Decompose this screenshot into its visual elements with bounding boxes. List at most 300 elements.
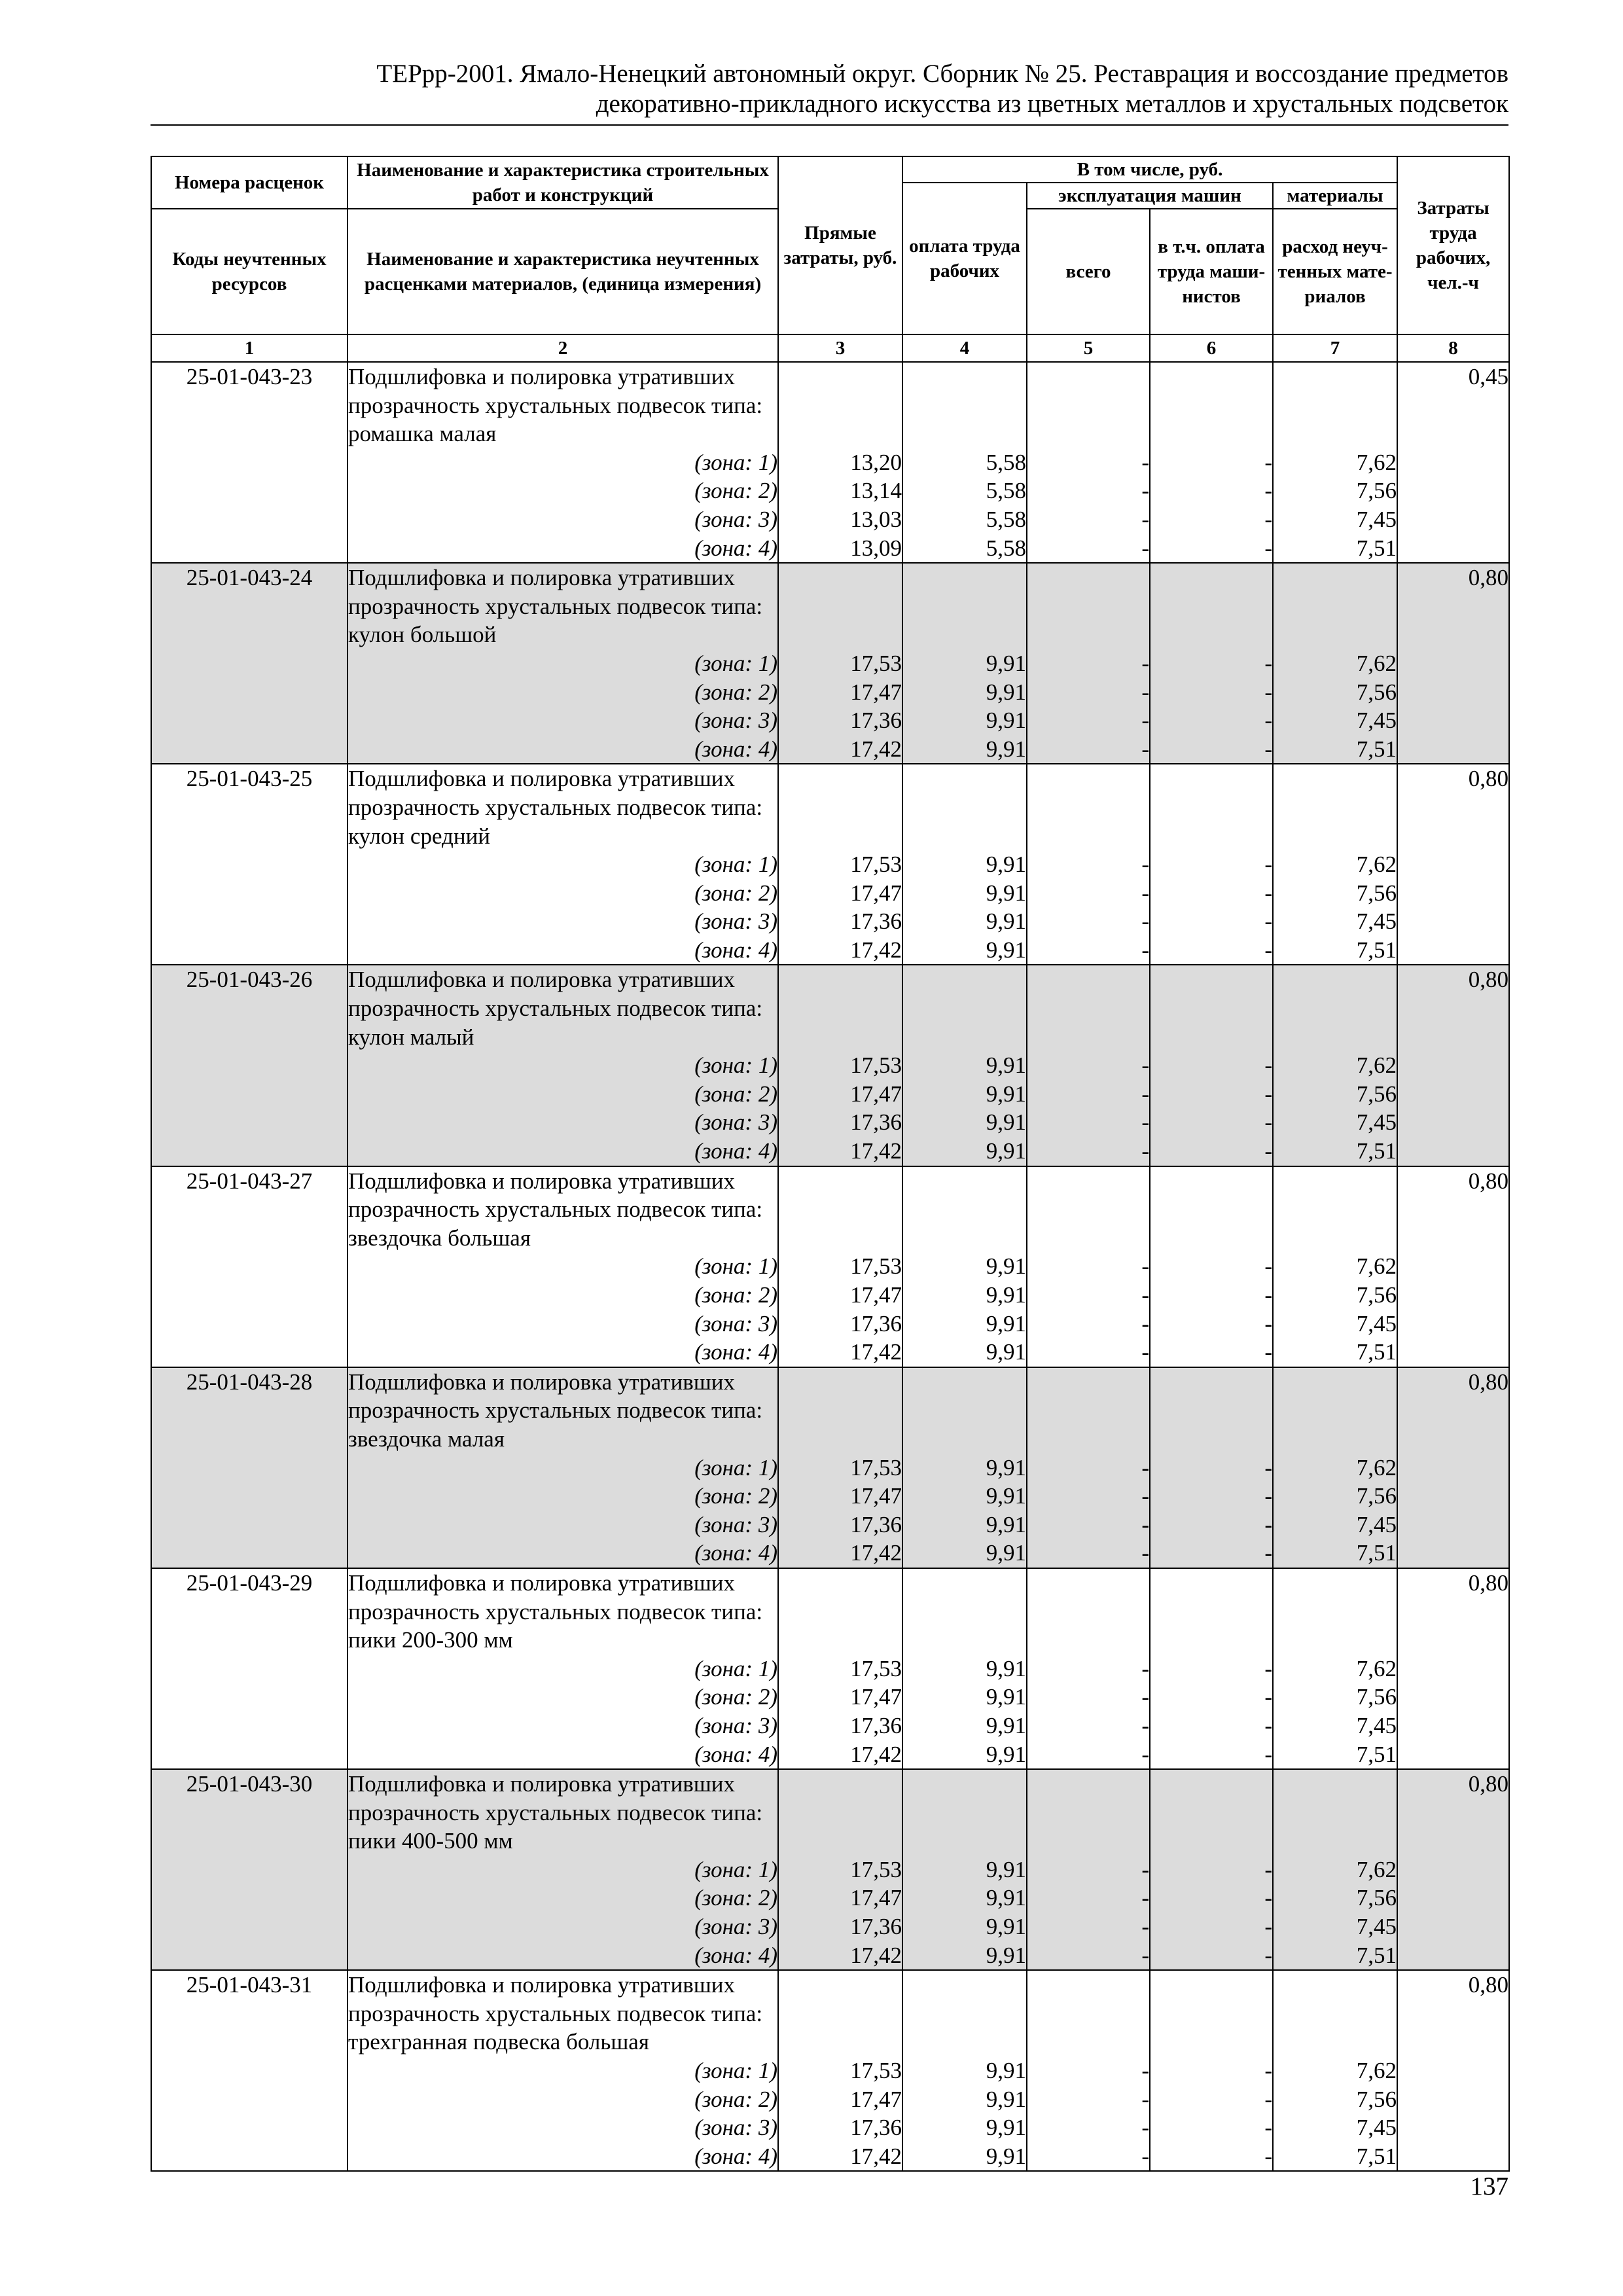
rate-name-cell xyxy=(348,965,778,1166)
spacer xyxy=(903,994,1026,1023)
direct-costs: 17,42 xyxy=(850,937,902,963)
machine-total: - xyxy=(1141,937,1149,963)
col-head-including: В том числе, руб. xyxy=(902,156,1397,183)
direct-costs: 17,42 xyxy=(850,1138,902,1164)
running-header xyxy=(151,59,1508,119)
direct-costs-cell xyxy=(778,1769,902,1970)
direct-costs: 17,36 xyxy=(850,1109,902,1136)
spacer xyxy=(779,1396,902,1425)
direct-costs: 17,47 xyxy=(850,1684,902,1710)
spacer xyxy=(1274,391,1397,420)
rate-row xyxy=(151,563,1509,764)
spacer xyxy=(1150,1569,1272,1598)
spacer xyxy=(1150,391,1272,420)
materials-cost: 7,51 xyxy=(1356,1540,1397,1566)
rate-code: 25-01-043-27 xyxy=(151,1166,348,1367)
spacer xyxy=(903,1569,1026,1598)
spacer xyxy=(1150,2028,1272,2056)
zone-label: (зона: 4) xyxy=(694,1339,777,1365)
labor-cost: 0,80 xyxy=(1397,764,1509,965)
spacer xyxy=(1274,1023,1397,1052)
direct-costs: 17,53 xyxy=(850,852,902,878)
spacer xyxy=(1150,620,1272,649)
worker-pay: 5,58 xyxy=(986,535,1026,561)
machinist-pay: - xyxy=(1264,1712,1272,1738)
machine-total: - xyxy=(1141,1914,1149,1940)
col-number: 6 xyxy=(1150,334,1273,362)
rate-name-cell xyxy=(348,1769,778,1970)
zone-label: (зона: 3) xyxy=(694,506,777,532)
direct-costs: 17,47 xyxy=(850,1081,902,1107)
machine-total-cell xyxy=(1027,563,1150,764)
spacer xyxy=(1027,2000,1149,2028)
spacer xyxy=(1274,592,1397,621)
spacer xyxy=(903,363,1026,391)
zone-label: (зона: 1) xyxy=(694,1856,777,1882)
spacer xyxy=(1274,2028,1397,2056)
worker-pay: 9,91 xyxy=(986,1081,1026,1107)
spacer xyxy=(903,1195,1026,1224)
materials-cost: 7,62 xyxy=(1356,2058,1397,2084)
col-head-materials: материалы xyxy=(1273,183,1397,209)
spacer xyxy=(779,1971,902,2000)
worker-pay-cell xyxy=(902,1970,1027,2171)
machinist-pay: - xyxy=(1264,1483,1272,1509)
direct-costs: 17,53 xyxy=(850,1052,902,1079)
machinist-pay: - xyxy=(1264,1942,1272,1968)
worker-pay-cell xyxy=(902,362,1027,563)
machine-total: - xyxy=(1141,1885,1149,1911)
zone-label: (зона: 1) xyxy=(694,1253,777,1280)
spacer xyxy=(1274,1396,1397,1425)
spacer xyxy=(1027,1167,1149,1196)
materials-cost: 7,56 xyxy=(1356,2086,1397,2112)
spacer xyxy=(1150,793,1272,822)
spacer xyxy=(903,764,1026,793)
machinist-pay: - xyxy=(1264,1253,1272,1280)
machinist-pay: - xyxy=(1264,1339,1272,1365)
spacer xyxy=(1027,1023,1149,1052)
rate-name: Подшлифовка и полировка утративших прозрачность хрустальных подвесок типа: звездочка большая xyxy=(348,1168,763,1251)
header-line-2: декоративно-прикладного искусства из цветных металлов и хрустальных подсветок xyxy=(596,90,1508,118)
spacer xyxy=(1274,1195,1397,1224)
materials-cost-cell xyxy=(1273,1367,1397,1568)
materials-cost: 7,51 xyxy=(1356,736,1397,762)
machinist-pay: - xyxy=(1264,1052,1272,1079)
spacer xyxy=(1274,1770,1397,1799)
zone-label: (зона: 4) xyxy=(694,1540,777,1566)
machinist-pay: - xyxy=(1264,908,1272,935)
spacer xyxy=(1274,965,1397,994)
spacer xyxy=(1027,994,1149,1023)
direct-costs: 17,47 xyxy=(850,679,902,705)
worker-pay: 9,91 xyxy=(986,1914,1026,1940)
col-head-rate-numbers: Номера расценок xyxy=(151,156,348,209)
machinist-pay: - xyxy=(1264,1109,1272,1136)
rate-code: 25-01-043-29 xyxy=(151,1568,348,1769)
worker-pay: 9,91 xyxy=(986,1052,1026,1079)
machine-total: - xyxy=(1141,449,1149,475)
spacer xyxy=(1274,1224,1397,1253)
rate-name-cell xyxy=(348,362,778,563)
direct-costs: 17,36 xyxy=(850,908,902,935)
rate-row xyxy=(151,764,1509,965)
spacer xyxy=(1150,1626,1272,1655)
materials-cost: 7,45 xyxy=(1356,1712,1397,1738)
spacer xyxy=(1027,793,1149,822)
direct-costs: 13,03 xyxy=(850,506,902,532)
spacer xyxy=(1027,420,1149,448)
spacer xyxy=(1150,564,1272,592)
zone-label: (зона: 4) xyxy=(694,1138,777,1164)
direct-costs: 17,42 xyxy=(850,1540,902,1566)
direct-costs-cell xyxy=(778,1970,902,2171)
direct-costs: 17,53 xyxy=(850,1655,902,1681)
zone-label: (зона: 1) xyxy=(694,1052,777,1079)
machinist-pay: - xyxy=(1264,1741,1272,1767)
rate-name: Подшлифовка и полировка утративших прозрачность хрустальных подвесок типа: пики 200-300 мм xyxy=(348,1570,763,1653)
machine-total-cell xyxy=(1027,1367,1150,1568)
spacer xyxy=(1027,1598,1149,1626)
rate-code: 25-01-043-28 xyxy=(151,1367,348,1568)
machinist-pay-cell xyxy=(1150,1970,1273,2171)
worker-pay: 9,91 xyxy=(986,1655,1026,1681)
spacer xyxy=(1027,2028,1149,2056)
spacer xyxy=(1150,1195,1272,1224)
machine-total-cell xyxy=(1027,1166,1150,1367)
spacer xyxy=(1027,564,1149,592)
materials-cost: 7,51 xyxy=(1356,1339,1397,1365)
zone-label: (зона: 3) xyxy=(694,1511,777,1537)
rate-name: Подшлифовка и полировка утративших прозрачность хрустальных подвесок типа: кулон средний xyxy=(348,766,763,849)
materials-cost: 7,45 xyxy=(1356,2115,1397,2141)
machinist-pay-cell xyxy=(1150,563,1273,764)
worker-pay: 9,91 xyxy=(986,1741,1026,1767)
machine-total-cell xyxy=(1027,1568,1150,1769)
machine-total: - xyxy=(1141,1540,1149,1566)
spacer xyxy=(1274,1569,1397,1598)
col-number: 5 xyxy=(1027,334,1150,362)
direct-costs: 17,53 xyxy=(850,2058,902,2084)
materials-cost: 7,45 xyxy=(1356,1914,1397,1940)
labor-cost: 0,80 xyxy=(1397,563,1509,764)
direct-costs: 17,47 xyxy=(850,1483,902,1509)
materials-cost-cell xyxy=(1273,764,1397,965)
spacer xyxy=(1274,822,1397,851)
spacer xyxy=(779,764,902,793)
worker-pay: 9,91 xyxy=(986,650,1026,676)
col-number: 3 xyxy=(778,334,902,362)
spacer xyxy=(1150,1167,1272,1196)
spacer xyxy=(1027,592,1149,621)
worker-pay: 9,91 xyxy=(986,1712,1026,1738)
direct-costs: 17,53 xyxy=(850,1253,902,1280)
machine-total: - xyxy=(1141,506,1149,532)
machinist-pay: - xyxy=(1264,1454,1272,1480)
materials-cost-cell xyxy=(1273,1769,1397,1970)
labor-cost: 0,80 xyxy=(1397,1970,1509,2171)
rate-name-cell xyxy=(348,764,778,965)
materials-cost-cell xyxy=(1273,1970,1397,2171)
col-number: 1 xyxy=(151,334,348,362)
machinist-pay: - xyxy=(1264,679,1272,705)
zone-label: (зона: 4) xyxy=(694,2143,777,2169)
worker-pay: 9,91 xyxy=(986,937,1026,963)
col-head-worker-pay: оплата труда рабочих xyxy=(902,183,1027,334)
worker-pay: 5,58 xyxy=(986,449,1026,475)
labor-cost: 0,80 xyxy=(1397,1367,1509,1568)
rate-code: 25-01-043-23 xyxy=(151,362,348,563)
zone-label: (зона: 3) xyxy=(694,1712,777,1738)
materials-cost-cell xyxy=(1273,1166,1397,1367)
direct-costs: 13,14 xyxy=(850,478,902,504)
materials-cost-cell xyxy=(1273,563,1397,764)
direct-costs: 17,53 xyxy=(850,1856,902,1882)
worker-pay: 5,58 xyxy=(986,506,1026,532)
worker-pay: 9,91 xyxy=(986,1511,1026,1537)
worker-pay: 9,91 xyxy=(986,679,1026,705)
rate-row xyxy=(151,965,1509,1166)
rate-row xyxy=(151,1970,1509,2171)
zone-label: (зона: 1) xyxy=(694,1454,777,1480)
machinist-pay: - xyxy=(1264,2086,1272,2112)
spacer xyxy=(1274,994,1397,1023)
spacer xyxy=(779,1626,902,1655)
direct-costs: 17,47 xyxy=(850,2086,902,2112)
machinist-pay: - xyxy=(1264,1511,1272,1537)
materials-cost: 7,45 xyxy=(1356,1511,1397,1537)
machine-total: - xyxy=(1141,2058,1149,2084)
spacer xyxy=(1150,1224,1272,1253)
machine-total: - xyxy=(1141,908,1149,935)
worker-pay: 9,91 xyxy=(986,852,1026,878)
materials-cost: 7,51 xyxy=(1356,535,1397,561)
worker-pay: 9,91 xyxy=(986,880,1026,906)
rate-name: Подшлифовка и полировка утративших прозрачность хрустальных подвесок типа: ромашка малая xyxy=(348,364,763,447)
spacer xyxy=(1150,1799,1272,1827)
machine-total: - xyxy=(1141,1511,1149,1537)
materials-cost: 7,45 xyxy=(1356,908,1397,935)
spacer xyxy=(779,620,902,649)
spacer xyxy=(1150,363,1272,391)
machinist-pay-cell xyxy=(1150,1367,1273,1568)
spacer xyxy=(1027,1368,1149,1397)
materials-cost: 7,62 xyxy=(1356,650,1397,676)
materials-cost: 7,51 xyxy=(1356,1942,1397,1968)
materials-cost: 7,56 xyxy=(1356,1885,1397,1911)
machine-total: - xyxy=(1141,1138,1149,1164)
labor-cost: 0,80 xyxy=(1397,1166,1509,1367)
spacer xyxy=(903,1799,1026,1827)
spacer xyxy=(903,1368,1026,1397)
spacer xyxy=(1027,620,1149,649)
direct-costs: 17,47 xyxy=(850,1282,902,1308)
spacer xyxy=(1027,764,1149,793)
worker-pay-cell xyxy=(902,1568,1027,1769)
spacer xyxy=(1027,1396,1149,1425)
col-head-work-name: Наименование и характеристика строительных работ и конструкций xyxy=(348,156,778,209)
column-number-row xyxy=(151,334,1509,362)
spacer xyxy=(779,564,902,592)
machine-total: - xyxy=(1141,1856,1149,1882)
zone-label: (зона: 4) xyxy=(694,535,777,561)
zone-label: (зона: 1) xyxy=(694,1655,777,1681)
direct-costs: 17,36 xyxy=(850,708,902,734)
materials-cost: 7,45 xyxy=(1356,1310,1397,1336)
worker-pay-cell xyxy=(902,965,1027,1166)
table-head xyxy=(151,156,1509,362)
machinist-pay: - xyxy=(1264,1914,1272,1940)
zone-label: (зона: 2) xyxy=(694,1483,777,1509)
machine-total: - xyxy=(1141,535,1149,561)
machine-total-cell xyxy=(1027,362,1150,563)
materials-cost-cell xyxy=(1273,362,1397,563)
worker-pay: 9,91 xyxy=(986,1339,1026,1365)
spacer xyxy=(903,564,1026,592)
machine-total: - xyxy=(1141,478,1149,504)
spacer xyxy=(1150,1827,1272,1856)
machinist-pay: - xyxy=(1264,1138,1272,1164)
worker-pay: 9,91 xyxy=(986,1684,1026,1710)
machinist-pay: - xyxy=(1264,2115,1272,2141)
materials-cost: 7,51 xyxy=(1356,1138,1397,1164)
direct-costs-cell xyxy=(778,362,902,563)
spacer xyxy=(779,994,902,1023)
header-line-1: ТЕРрр-2001. Ямало-Ненецкий автономный округ. Сборник № 25. Реставрация и воссоздание предметов xyxy=(376,60,1508,88)
spacer xyxy=(1274,1626,1397,1655)
direct-costs: 17,42 xyxy=(850,1339,902,1365)
spacer xyxy=(779,420,902,448)
rate-name-cell xyxy=(348,1166,778,1367)
direct-costs-cell xyxy=(778,1367,902,1568)
spacer xyxy=(779,793,902,822)
worker-pay-cell xyxy=(902,764,1027,965)
rate-name: Подшлифовка и полировка утративших прозрачность хрустальных подвесок типа: кулон большой xyxy=(348,565,763,648)
worker-pay: 5,58 xyxy=(986,478,1026,504)
machinist-pay-cell xyxy=(1150,1568,1273,1769)
spacer xyxy=(1027,363,1149,391)
rate-code: 25-01-043-25 xyxy=(151,764,348,965)
worker-pay: 9,91 xyxy=(986,1310,1026,1336)
machine-total: - xyxy=(1141,1741,1149,1767)
spacer xyxy=(1274,1167,1397,1196)
zone-label: (зона: 1) xyxy=(694,449,777,475)
machine-total: - xyxy=(1141,1483,1149,1509)
machine-total-cell xyxy=(1027,1769,1150,1970)
spacer xyxy=(1274,1827,1397,1856)
materials-cost: 7,62 xyxy=(1356,1253,1397,1280)
zone-label: (зона: 3) xyxy=(694,1310,777,1336)
zone-label: (зона: 2) xyxy=(694,880,777,906)
machine-total: - xyxy=(1141,2115,1149,2141)
rate-name: Подшлифовка и полировка утративших прозрачность хрустальных подвесок типа: трехгранная подвеска большая xyxy=(348,1972,763,2055)
worker-pay: 9,91 xyxy=(986,1138,1026,1164)
spacer xyxy=(1150,420,1272,448)
machinist-pay: - xyxy=(1264,1856,1272,1882)
col-head-machine-operation: эксплуатация машин xyxy=(1027,183,1273,209)
spacer xyxy=(779,391,902,420)
spacer xyxy=(903,620,1026,649)
spacer xyxy=(779,1368,902,1397)
direct-costs-cell xyxy=(778,1568,902,1769)
machine-total: - xyxy=(1141,1081,1149,1107)
materials-cost: 7,62 xyxy=(1356,1856,1397,1882)
col-head-resource-codes: Коды неучтенных ресурсов xyxy=(151,209,348,334)
spacer xyxy=(1274,564,1397,592)
materials-cost: 7,51 xyxy=(1356,1741,1397,1767)
spacer xyxy=(1150,994,1272,1023)
materials-cost: 7,62 xyxy=(1356,1052,1397,1079)
zone-label: (зона: 3) xyxy=(694,2115,777,2141)
machinist-pay: - xyxy=(1264,1282,1272,1308)
spacer xyxy=(1150,1971,1272,2000)
materials-cost: 7,45 xyxy=(1356,1109,1397,1136)
spacer xyxy=(1027,1971,1149,2000)
zone-label: (зона: 1) xyxy=(694,650,777,676)
worker-pay: 9,91 xyxy=(986,2143,1026,2169)
worker-pay: 9,91 xyxy=(986,1540,1026,1566)
worker-pay: 9,91 xyxy=(986,1109,1026,1136)
materials-cost: 7,62 xyxy=(1356,1454,1397,1480)
machine-total-cell xyxy=(1027,965,1150,1166)
spacer xyxy=(1274,1971,1397,2000)
rate-row xyxy=(151,1367,1509,1568)
spacer xyxy=(1150,1368,1272,1397)
zone-label: (зона: 4) xyxy=(694,1741,777,1767)
spacer xyxy=(903,1396,1026,1425)
materials-cost-cell xyxy=(1273,965,1397,1166)
zone-label: (зона: 2) xyxy=(694,1081,777,1107)
rate-code: 25-01-043-24 xyxy=(151,563,348,764)
machinist-pay: - xyxy=(1264,1081,1272,1107)
spacer xyxy=(903,1224,1026,1253)
worker-pay: 9,91 xyxy=(986,2086,1026,2112)
spacer xyxy=(1027,1827,1149,1856)
labor-cost: 0,80 xyxy=(1397,1769,1509,1970)
spacer xyxy=(1027,1224,1149,1253)
spacer xyxy=(779,1425,902,1454)
spacer xyxy=(779,2028,902,2056)
machinist-pay: - xyxy=(1264,1540,1272,1566)
worker-pay: 9,91 xyxy=(986,1282,1026,1308)
machine-total: - xyxy=(1141,1655,1149,1681)
machine-total: - xyxy=(1141,1684,1149,1710)
machinist-pay: - xyxy=(1264,478,1272,504)
spacer xyxy=(779,592,902,621)
spacer xyxy=(903,1770,1026,1799)
direct-costs: 17,36 xyxy=(850,1511,902,1537)
header-rule xyxy=(151,124,1508,126)
rate-name-cell xyxy=(348,1367,778,1568)
machine-total: - xyxy=(1141,708,1149,734)
machine-total: - xyxy=(1141,736,1149,762)
spacer xyxy=(903,1626,1026,1655)
direct-costs-cell xyxy=(778,563,902,764)
direct-costs: 17,36 xyxy=(850,1914,902,1940)
spacer xyxy=(1150,764,1272,793)
machine-total: - xyxy=(1141,1109,1149,1136)
materials-cost-cell xyxy=(1273,1568,1397,1769)
materials-cost: 7,51 xyxy=(1356,2143,1397,2169)
spacer xyxy=(1150,592,1272,621)
spacer xyxy=(1027,391,1149,420)
machinist-pay: - xyxy=(1264,708,1272,734)
spacer xyxy=(903,1971,1026,2000)
worker-pay: 9,91 xyxy=(986,1483,1026,1509)
page-number: 137 xyxy=(1470,2172,1508,2200)
spacer xyxy=(1274,764,1397,793)
spacer xyxy=(779,1167,902,1196)
